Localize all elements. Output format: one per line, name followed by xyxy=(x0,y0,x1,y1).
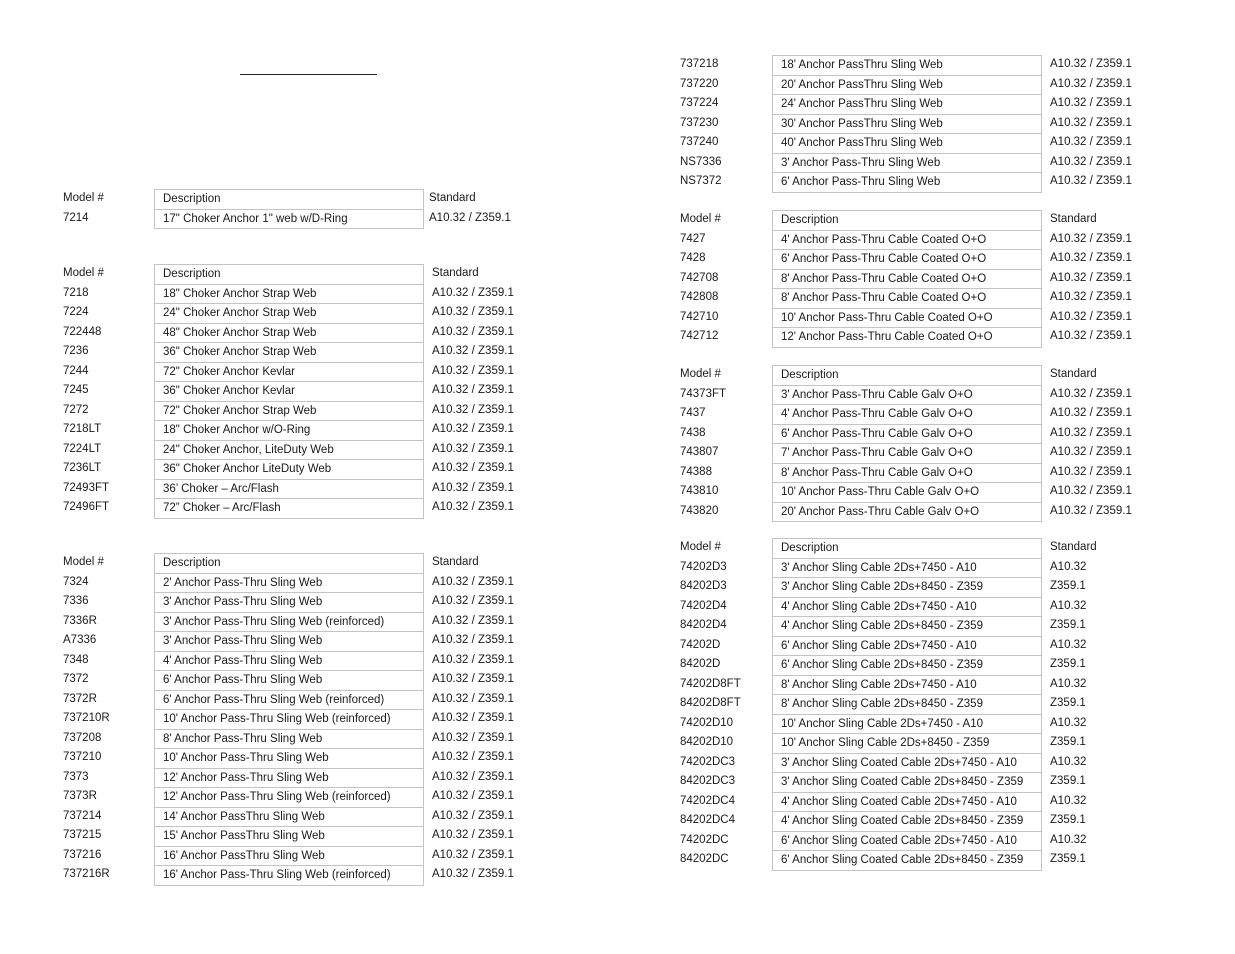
model-number-cell: 7373 xyxy=(63,770,89,783)
standard-cell: A10.32 / Z359.1 xyxy=(1050,407,1132,419)
model-number-cell: 743810 xyxy=(680,485,719,497)
description-cell: 16' Anchor PassThru Sling Web xyxy=(154,846,424,867)
description-cell: 8' Anchor Sling Cable 2Ds+8450 - Z359 xyxy=(772,694,1042,715)
standard-cell: A10.32 / Z359.1 xyxy=(432,770,514,783)
header-description-cell: Description xyxy=(154,189,424,210)
standard-cell: A10.32 / Z359.1 xyxy=(432,848,514,861)
header-model-number-cell: Model # xyxy=(680,541,721,553)
model-number-cell: 74202DC xyxy=(680,833,729,846)
model-number-cell: 74373FT xyxy=(680,387,727,400)
model-number-cell: 7244 xyxy=(63,364,89,377)
model-number-cell: 7236LT xyxy=(63,462,102,474)
description-cell: 36" Choker Anchor Strap Web xyxy=(154,342,424,363)
model-number-cell: 737208 xyxy=(63,731,102,744)
standard-cell: A10.32 xyxy=(1050,716,1087,729)
model-number-cell: 737220 xyxy=(680,77,719,90)
model-number-cell: 737215 xyxy=(63,829,102,841)
model-number-cell: 737214 xyxy=(63,809,102,822)
model-number-cell: 84202D8FT xyxy=(680,697,741,709)
standard-cell: A10.32 / Z359.1 xyxy=(432,595,514,607)
model-number-cell: 742808 xyxy=(680,291,719,303)
header-description-cell: Description xyxy=(154,264,424,285)
standard-cell: A10.32 / Z359.1 xyxy=(432,462,514,474)
standard-cell: A10.32 xyxy=(1050,677,1087,690)
standard-cell: A10.32 / Z359.1 xyxy=(432,403,514,416)
standard-cell: A10.32 / Z359.1 xyxy=(432,614,514,627)
description-cell: 4' Anchor Pass-Thru Sling Web xyxy=(154,651,424,672)
description-cell: 6' Anchor Sling Coated Cable 2Ds+8450 - Z359 xyxy=(772,850,1042,871)
standard-cell: Z359.1 xyxy=(1050,697,1086,709)
standard-cell: A10.32 / Z359.1 xyxy=(432,731,514,744)
standard-cell: A10.32 xyxy=(1050,794,1087,807)
standard-cell: A10.32 / Z359.1 xyxy=(1050,291,1132,303)
description-cell: 8' Anchor Pass-Thru Cable Coated O+O xyxy=(772,269,1042,290)
description-cell: 6' Anchor Pass-Thru Sling Web xyxy=(772,172,1042,193)
model-number-cell: 742708 xyxy=(680,271,719,284)
standard-cell: A10.32 / Z359.1 xyxy=(1050,155,1132,168)
standard-cell: Z359.1 xyxy=(1050,814,1086,826)
standard-cell: A10.32 / Z359.1 xyxy=(1050,97,1132,109)
description-cell: 8' Anchor Pass-Thru Cable Coated O+O xyxy=(772,288,1042,309)
description-cell: 10' Anchor Pass-Thru Cable Galv O+O xyxy=(772,482,1042,503)
standard-cell: Z359.1 xyxy=(1050,853,1086,865)
model-number-cell: 737240 xyxy=(680,136,719,148)
standard-cell: A10.32 / Z359.1 xyxy=(1050,252,1132,264)
standard-cell: A10.32 / Z359.1 xyxy=(432,692,514,705)
header-standard-cell: Standard xyxy=(1050,213,1097,225)
model-number-cell: 742712 xyxy=(680,330,719,342)
model-number-cell: 737216 xyxy=(63,848,102,861)
model-number-cell: 7428 xyxy=(680,252,706,264)
model-number-cell: 7218 xyxy=(63,286,89,299)
model-number-cell: 7214 xyxy=(63,211,89,224)
model-number-cell: 7437 xyxy=(680,407,706,419)
standard-cell: A10.32 / Z359.1 xyxy=(432,364,514,377)
description-cell: 24' Anchor PassThru Sling Web xyxy=(772,94,1042,115)
description-cell: 4' Anchor Sling Coated Cable 2Ds+8450 - Z359 xyxy=(772,811,1042,832)
model-number-cell: 72496FT xyxy=(63,501,110,513)
standard-cell: A10.32 / Z359.1 xyxy=(432,481,514,494)
standard-cell: Z359.1 xyxy=(1050,658,1086,670)
description-cell: 20' Anchor PassThru Sling Web xyxy=(772,75,1042,96)
header-model-number-cell: Model # xyxy=(63,267,104,279)
standard-cell: A10.32 / Z359.1 xyxy=(1050,77,1132,90)
description-cell: 10' Anchor Pass-Thru Sling Web xyxy=(154,748,424,769)
description-cell: 3' Anchor Sling Coated Cable 2Ds+8450 - Z359 xyxy=(772,772,1042,793)
standard-cell: A10.32 / Z359.1 xyxy=(1050,465,1132,478)
model-number-cell: 74202DC3 xyxy=(680,755,735,768)
model-number-cell: 737210 xyxy=(63,751,102,763)
description-cell: 12' Anchor Pass-Thru Sling Web xyxy=(154,768,424,789)
description-cell: 7' Anchor Pass-Thru Cable Galv O+O xyxy=(772,443,1042,464)
standard-cell: A10.32 / Z359.1 xyxy=(1050,310,1132,323)
description-cell: 3' Anchor Sling Coated Cable 2Ds+7450 - A10 xyxy=(772,753,1042,774)
description-cell: 15' Anchor PassThru Sling Web xyxy=(154,826,424,847)
standard-cell: A10.32 xyxy=(1050,599,1087,612)
description-cell: 30' Anchor PassThru Sling Web xyxy=(772,114,1042,135)
header-standard-cell: Standard xyxy=(432,267,479,279)
header-model-number-cell: Model # xyxy=(680,368,721,380)
standard-cell: A10.32 / Z359.1 xyxy=(432,809,514,822)
description-cell: 3' Anchor Sling Cable 2Ds+8450 - Z359 xyxy=(772,577,1042,598)
description-cell: 17" Choker Anchor 1" web w/D-Ring xyxy=(154,209,424,230)
description-cell: 72" Choker Anchor Kevlar xyxy=(154,362,424,383)
standard-cell: A10.32 / Z359.1 xyxy=(1050,330,1132,342)
description-cell: 16' Anchor Pass-Thru Sling Web (reinforced) xyxy=(154,865,424,886)
standard-cell: A10.32 / Z359.1 xyxy=(432,653,514,666)
header-model-number-cell: Model # xyxy=(63,192,104,204)
description-cell: 4' Anchor Sling Coated Cable 2Ds+7450 - A10 xyxy=(772,792,1042,813)
model-number-cell: 7218LT xyxy=(63,423,102,435)
description-cell: 3' Anchor Pass-Thru Sling Web xyxy=(154,631,424,652)
description-cell: 3' Anchor Sling Cable 2Ds+7450 - A10 xyxy=(772,558,1042,579)
description-cell: 4' Anchor Sling Cable 2Ds+8450 - Z359 xyxy=(772,616,1042,637)
model-number-cell: 72493FT xyxy=(63,481,110,494)
model-number-cell: 737230 xyxy=(680,116,719,129)
standard-cell: A10.32 / Z359.1 xyxy=(432,790,514,802)
model-number-cell: 74388 xyxy=(680,465,712,478)
description-cell: 72" Choker Anchor Strap Web xyxy=(154,401,424,422)
description-cell: 6' Anchor Pass-Thru Cable Coated O+O xyxy=(772,249,1042,270)
standard-cell: Z359.1 xyxy=(1050,775,1086,787)
description-cell: 12' Anchor Pass-Thru Sling Web (reinforced) xyxy=(154,787,424,808)
model-number-cell: 737224 xyxy=(680,97,719,109)
description-cell: 14' Anchor PassThru Sling Web xyxy=(154,807,424,828)
standard-cell: A10.32 / Z359.1 xyxy=(432,868,514,880)
model-number-cell: 7224 xyxy=(63,306,89,318)
model-number-cell: 84202D xyxy=(680,658,721,670)
description-cell: 4' Anchor Pass-Thru Cable Coated O+O xyxy=(772,230,1042,251)
description-cell: 24" Choker Anchor Strap Web xyxy=(154,303,424,324)
model-number-cell: 84202D10 xyxy=(680,736,734,748)
description-cell: 12' Anchor Pass-Thru Cable Coated O+O xyxy=(772,327,1042,348)
header-description-cell: Description xyxy=(772,365,1042,386)
standard-cell: A10.32 / Z359.1 xyxy=(432,286,514,299)
model-number-cell: 84202D3 xyxy=(680,580,727,592)
model-number-cell: 7324 xyxy=(63,575,89,588)
standard-cell: A10.32 / Z359.1 xyxy=(432,501,514,513)
standard-cell: A10.32 / Z359.1 xyxy=(1050,504,1132,517)
standard-cell: A10.32 / Z359.1 xyxy=(1050,485,1132,497)
model-number-cell: 74202DC4 xyxy=(680,794,735,807)
standard-cell: A10.32 / Z359.1 xyxy=(1050,232,1132,245)
header-standard-cell: Standard xyxy=(1050,368,1097,380)
description-cell: 36" Choker Anchor Kevlar xyxy=(154,381,424,402)
description-cell: 3' Anchor Pass-Thru Sling Web (reinforced) xyxy=(154,612,424,633)
description-cell: 3' Anchor Pass-Thru Cable Galv O+O xyxy=(772,385,1042,406)
model-number-cell: 84202D4 xyxy=(680,619,727,631)
description-cell: 4' Anchor Pass-Thru Cable Galv O+O xyxy=(772,404,1042,425)
model-number-cell: 7245 xyxy=(63,384,89,396)
description-cell: 3' Anchor Pass-Thru Sling Web xyxy=(772,153,1042,174)
standard-cell: A10.32 / Z359.1 xyxy=(1050,446,1132,458)
model-number-cell: 7272 xyxy=(63,403,89,416)
standard-cell: A10.32 / Z359.1 xyxy=(432,442,514,455)
model-number-cell: 74202D4 xyxy=(680,599,727,612)
standard-cell: A10.32 / Z359.1 xyxy=(1050,387,1132,400)
standard-cell: A10.32 / Z359.1 xyxy=(432,673,514,685)
standard-cell: Z359.1 xyxy=(1050,619,1086,631)
header-description-cell: Description xyxy=(772,210,1042,231)
standard-cell: A10.32 / Z359.1 xyxy=(432,712,514,724)
standard-cell: A10.32 / Z359.1 xyxy=(432,829,514,841)
standard-cell: A10.32 xyxy=(1050,638,1087,651)
standard-cell: A10.32 / Z359.1 xyxy=(432,423,514,435)
standard-cell: A10.32 xyxy=(1050,833,1087,846)
description-cell: 3' Anchor Pass-Thru Sling Web xyxy=(154,592,424,613)
description-cell: 48" Choker Anchor Strap Web xyxy=(154,323,424,344)
model-number-cell: 737218 xyxy=(680,58,719,70)
standard-cell: A10.32 / Z359.1 xyxy=(1050,58,1132,70)
model-number-cell: 84202DC4 xyxy=(680,814,735,826)
header-standard-cell: Standard xyxy=(1050,541,1097,553)
model-number-cell: 737210R xyxy=(63,712,110,724)
header-description-cell: Description xyxy=(154,553,424,574)
description-cell: 4' Anchor Sling Cable 2Ds+7450 - A10 xyxy=(772,597,1042,618)
description-cell: 8' Anchor Pass-Thru Sling Web xyxy=(154,729,424,750)
description-cell: 10' Anchor Pass-Thru Cable Coated O+O xyxy=(772,308,1042,329)
model-number-cell: 7427 xyxy=(680,232,706,245)
description-cell: 18' Anchor PassThru Sling Web xyxy=(772,55,1042,76)
model-number-cell: 74202D3 xyxy=(680,560,727,573)
description-cell: 72” Choker – Arc/Flash xyxy=(154,498,424,519)
standard-cell: A10.32 / Z359.1 xyxy=(1050,116,1132,129)
model-number-cell: NS7336 xyxy=(680,155,722,168)
model-number-cell: 742710 xyxy=(680,310,719,323)
model-number-cell: 74202D xyxy=(680,638,721,651)
description-cell: 2' Anchor Pass-Thru Sling Web xyxy=(154,573,424,594)
description-cell: 6' Anchor Sling Cable 2Ds+7450 - A10 xyxy=(772,636,1042,657)
description-cell: 24" Choker Anchor, LiteDuty Web xyxy=(154,440,424,461)
model-number-cell: 722448 xyxy=(63,325,102,338)
description-cell: 10' Anchor Sling Cable 2Ds+8450 - Z359 xyxy=(772,733,1042,754)
model-number-cell: 7372R xyxy=(63,692,97,705)
description-cell: 6' Anchor Sling Cable 2Ds+8450 - Z359 xyxy=(772,655,1042,676)
description-cell: 10' Anchor Sling Cable 2Ds+7450 - A10 xyxy=(772,714,1042,735)
header-standard-cell: Standard xyxy=(429,192,476,204)
model-number-cell: 7373R xyxy=(63,790,97,802)
description-cell: 36’ Choker – Arc/Flash xyxy=(154,479,424,500)
description-cell: 20' Anchor Pass-Thru Cable Galv O+O xyxy=(772,502,1042,523)
standard-cell: A10.32 / Z359.1 xyxy=(1050,136,1132,148)
model-number-cell: 7348 xyxy=(63,653,89,666)
model-number-cell: 74202D10 xyxy=(680,716,734,729)
model-number-cell: 737216R xyxy=(63,868,110,880)
model-number-cell: 743820 xyxy=(680,504,719,517)
standard-cell: A10.32 / Z359.1 xyxy=(432,306,514,318)
header-model-number-cell: Model # xyxy=(680,213,721,225)
description-cell: 6' Anchor Sling Coated Cable 2Ds+7450 - A10 xyxy=(772,831,1042,852)
description-cell: 36" Choker Anchor LiteDuty Web xyxy=(154,459,424,480)
title-underline xyxy=(240,74,377,75)
description-cell: 6' Anchor Pass-Thru Cable Galv O+O xyxy=(772,424,1042,445)
standard-cell: A10.32 / Z359.1 xyxy=(429,211,511,224)
standard-cell: A10.32 xyxy=(1050,560,1087,573)
description-cell: 6' Anchor Pass-Thru Sling Web xyxy=(154,670,424,691)
standard-cell: A10.32 / Z359.1 xyxy=(432,634,514,646)
model-number-cell: 7224LT xyxy=(63,442,102,455)
model-number-cell: NS7372 xyxy=(680,175,722,187)
standard-cell: A10.32 / Z359.1 xyxy=(432,384,514,396)
model-number-cell: 7372 xyxy=(63,673,89,685)
description-cell: 8' Anchor Sling Cable 2Ds+7450 - A10 xyxy=(772,675,1042,696)
header-standard-cell: Standard xyxy=(432,556,479,568)
standard-cell: A10.32 / Z359.1 xyxy=(1050,426,1132,439)
description-cell: 40' Anchor PassThru Sling Web xyxy=(772,133,1042,154)
standard-cell: A10.32 / Z359.1 xyxy=(432,575,514,588)
description-cell: 18" Choker Anchor w/O-Ring xyxy=(154,420,424,441)
standard-cell: A10.32 / Z359.1 xyxy=(432,751,514,763)
standard-cell: A10.32 / Z359.1 xyxy=(1050,271,1132,284)
description-cell: 10' Anchor Pass-Thru Sling Web (reinforced) xyxy=(154,709,424,730)
standard-cell: A10.32 xyxy=(1050,755,1087,768)
model-number-cell: 84202DC3 xyxy=(680,775,735,787)
model-number-cell: A7336 xyxy=(63,634,97,646)
model-number-cell: 7336R xyxy=(63,614,97,627)
model-number-cell: 743807 xyxy=(680,446,719,458)
standard-cell: Z359.1 xyxy=(1050,736,1086,748)
header-description-cell: Description xyxy=(772,538,1042,559)
model-number-cell: 7236 xyxy=(63,345,89,357)
description-cell: 6' Anchor Pass-Thru Sling Web (reinforced) xyxy=(154,690,424,711)
model-number-cell: 7438 xyxy=(680,426,706,439)
model-number-cell: 84202DC xyxy=(680,853,729,865)
description-cell: 18" Choker Anchor Strap Web xyxy=(154,284,424,305)
standard-cell: A10.32 / Z359.1 xyxy=(1050,175,1132,187)
model-number-cell: 7336 xyxy=(63,595,89,607)
model-number-cell: 74202D8FT xyxy=(680,677,741,690)
description-cell: 8' Anchor Pass-Thru Cable Galv O+O xyxy=(772,463,1042,484)
standard-cell: A10.32 / Z359.1 xyxy=(432,325,514,338)
standard-cell: Z359.1 xyxy=(1050,580,1086,592)
header-model-number-cell: Model # xyxy=(63,556,104,568)
standard-cell: A10.32 / Z359.1 xyxy=(432,345,514,357)
